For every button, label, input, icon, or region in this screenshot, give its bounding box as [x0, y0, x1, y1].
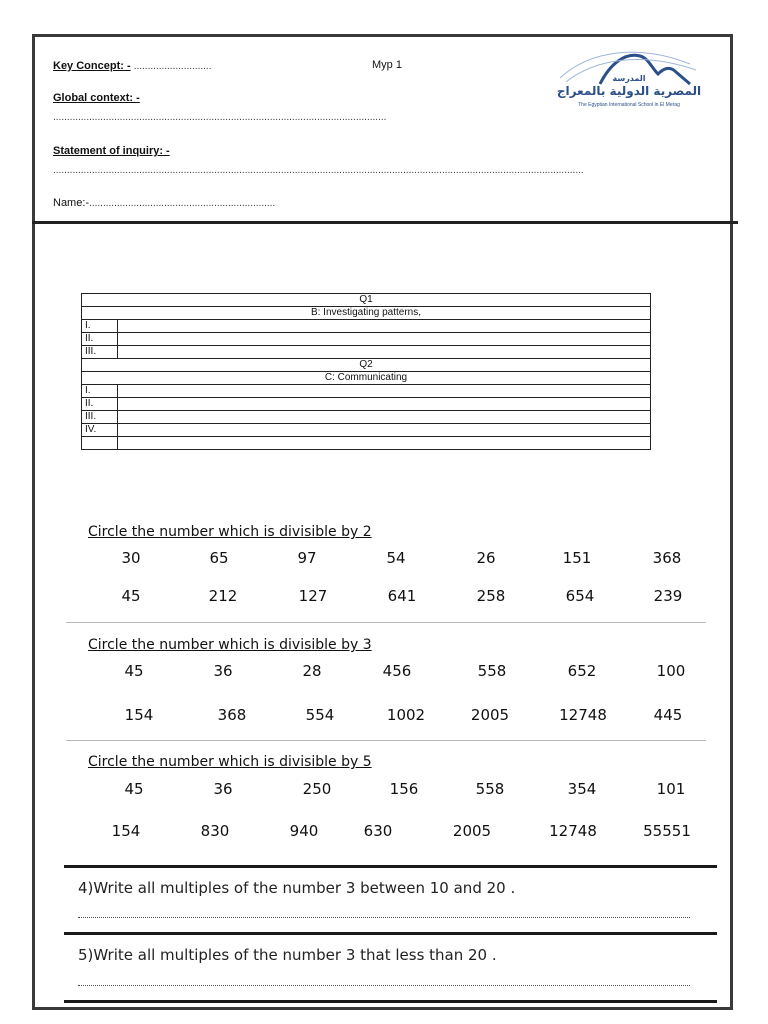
exercise-2-instruction: Circle the number which is divisible by 3: [88, 637, 372, 653]
statement-dots: ...............................................................................................................................................................................................: [53, 165, 584, 176]
name-line: [53, 197, 275, 209]
answer-line-5[interactable]: [78, 985, 690, 986]
number[interactable]: 127: [298, 587, 328, 605]
number[interactable]: 151: [562, 549, 592, 567]
number[interactable]: 368: [217, 706, 247, 724]
separator: [66, 740, 706, 741]
number[interactable]: 212: [208, 587, 238, 605]
number[interactable]: 940: [289, 822, 319, 840]
question-4-text: 4)Write all multiples of the number 3 between 10 and 20 .: [78, 879, 516, 897]
table-row: I.: [82, 385, 651, 398]
number[interactable]: 239: [653, 587, 683, 605]
q2-title: Q2: [82, 359, 651, 372]
number[interactable]: 156: [389, 780, 419, 798]
q1-title: Q1: [82, 294, 651, 307]
number[interactable]: 45: [121, 587, 141, 605]
exercise-3-instruction: Circle the number which is divisible by 5: [88, 754, 372, 770]
number[interactable]: 830: [200, 822, 230, 840]
number[interactable]: 45: [124, 662, 144, 680]
number[interactable]: 558: [477, 662, 507, 680]
section-divider: [64, 865, 717, 868]
number[interactable]: 456: [382, 662, 412, 680]
myp-label: Myp 1: [372, 59, 402, 71]
number[interactable]: 2005: [452, 822, 492, 840]
table-row: [82, 437, 651, 450]
table-row: IV.: [82, 424, 651, 437]
separator: [66, 622, 706, 623]
number[interactable]: 654: [565, 587, 595, 605]
number[interactable]: 12748: [559, 706, 607, 724]
global-context-label: Global context: -: [53, 92, 140, 104]
number[interactable]: 354: [567, 780, 597, 798]
answer-line-4[interactable]: [78, 917, 690, 918]
number[interactable]: 65: [209, 549, 229, 567]
name-label: Name:-: [53, 197, 90, 209]
number[interactable]: 250: [302, 780, 332, 798]
number[interactable]: 258: [476, 587, 506, 605]
number[interactable]: 54: [386, 549, 406, 567]
page-frame: [32, 34, 733, 1010]
number[interactable]: 28: [302, 662, 322, 680]
section-divider: [64, 932, 717, 935]
number[interactable]: 368: [652, 549, 682, 567]
key-concept-label: Key Concept: -: [53, 60, 131, 72]
number[interactable]: 652: [567, 662, 597, 680]
q2-criterion: C: Communicating: [82, 372, 651, 385]
logo-arabic-text: المصرية الدولية بالمعراج: [556, 84, 702, 98]
number[interactable]: 101: [656, 780, 686, 798]
key-concept-dots: ............................: [133, 61, 212, 72]
number[interactable]: 1002: [386, 706, 426, 724]
number[interactable]: 97: [297, 549, 317, 567]
table-row: II.: [82, 398, 651, 411]
number[interactable]: 100: [656, 662, 686, 680]
header-divider: [32, 221, 738, 224]
number[interactable]: 630: [363, 822, 393, 840]
table-row: II.: [82, 333, 651, 346]
number[interactable]: 554: [305, 706, 335, 724]
key-concept-line: [53, 60, 211, 72]
section-divider: [64, 1000, 717, 1003]
number[interactable]: 445: [653, 706, 683, 724]
q1-criterion: B: Investigating patterns,: [82, 307, 651, 320]
name-dots: ...................................................................: [89, 198, 276, 209]
exercise-1-instruction: Circle the number which is divisible by 2: [88, 524, 372, 540]
table-row: III.: [82, 411, 651, 424]
number[interactable]: 558: [475, 780, 505, 798]
table-row: I.: [82, 320, 651, 333]
logo-english-text: The Egyptian International School in El Merag: [578, 102, 680, 108]
number[interactable]: 36: [213, 662, 233, 680]
number[interactable]: 36: [213, 780, 233, 798]
number[interactable]: 30: [121, 549, 141, 567]
number[interactable]: 154: [124, 706, 154, 724]
number[interactable]: 2005: [470, 706, 510, 724]
global-context-dots: ........................................................................................................................: [53, 112, 387, 123]
school-logo: [540, 44, 718, 124]
number[interactable]: 641: [387, 587, 417, 605]
statement-label: Statement of inquiry: -: [53, 145, 170, 157]
number[interactable]: 12748: [549, 822, 597, 840]
number[interactable]: 154: [111, 822, 141, 840]
table-row: III.: [82, 346, 651, 359]
number[interactable]: 55551: [643, 822, 691, 840]
number[interactable]: 45: [124, 780, 144, 798]
logo-arabic-small: المدرسة: [612, 74, 646, 83]
number[interactable]: 26: [476, 549, 496, 567]
question-5-text: 5)Write all multiples of the number 3 that less than 20 .: [78, 946, 497, 964]
rubric-table: [81, 293, 651, 450]
